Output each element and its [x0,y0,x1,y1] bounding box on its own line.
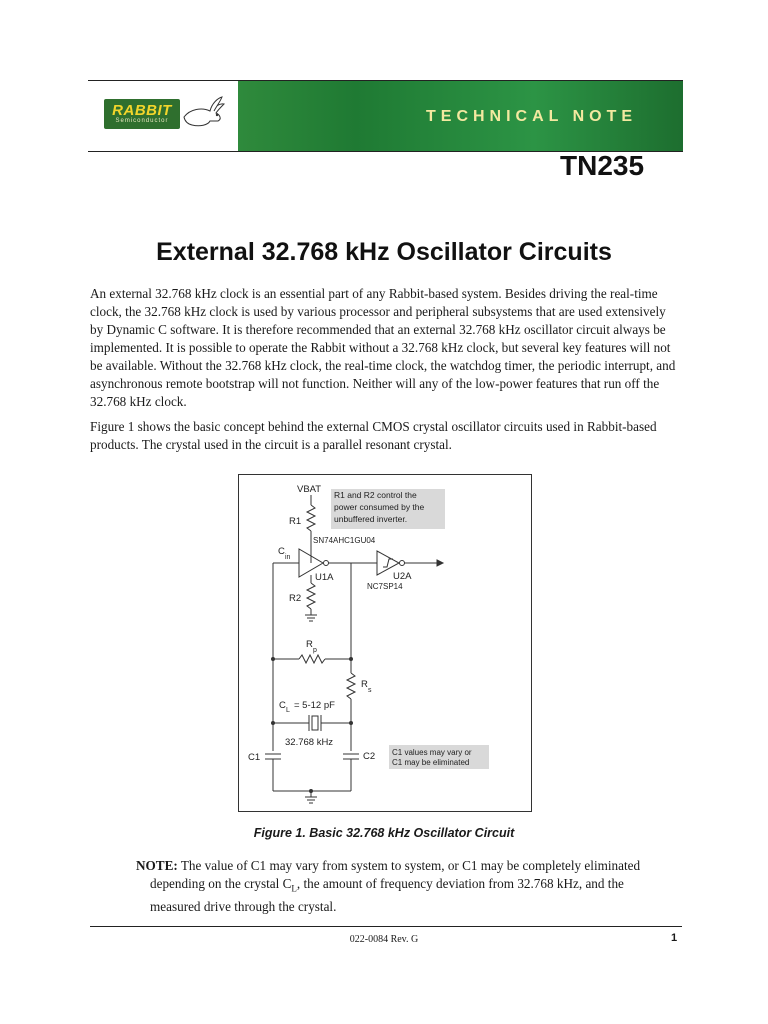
intro-paragraph: An external 32.768 kHz clock is an essential part of any Rabbit-based system. Besides driving the real-time clock, the 32.768 kHz clock is used by various processor and peripheral subsystems that are used extensively by Dynamic C software. It is therefore recommended that an external 32.768 kHz oscillator circuit always be implemented. It is possible to operate the Rabbit without a 32.768 kHz clock, but several key features will not be available. Without the 32.768 kHz clock, the real-time clock, the watchdog timer, the periodic interrupt, and asynchronous remote bootstrap will not function. Neither will any of the low-power features that run off the 32.768 kHz clock. [90,286,676,409]
vbat-label: VBAT [297,484,322,495]
figure-caption: Figure 1. Basic 32.768 kHz Oscillator Circuit [253,826,515,840]
r1-label: R1 [289,516,302,527]
crystal-label: 32.768 kHz [285,737,334,748]
logo-text: RABBIT [112,102,172,119]
banner-title: TECHNICAL NOTE [426,108,638,125]
r1r2-note-line3: unbuffered inverter. [334,514,408,524]
c1-note-line2: C1 may be eliminated [392,758,470,767]
u2-part-label: NC7SP14 [367,582,403,591]
rp-label: R [306,639,313,650]
cin-label: C [278,546,285,557]
r1r2-note-line2: power consumed by the [334,502,425,512]
u1a-label: U1A [315,572,334,583]
rs-subscript: s [368,687,372,694]
note-line2a: depending on the crystal C [150,876,292,891]
logo-subtext: Semiconductor [115,118,169,124]
c1-label: C1 [248,752,261,763]
oscillator-circuit-figure [238,474,532,812]
crystal-component [312,716,318,730]
u2a-label: U2A [393,571,412,582]
note-line3: measured drive through the crystal. [150,898,337,914]
r2-label: R2 [289,593,302,604]
rp-subscript: p [313,647,317,654]
rp-resistor [299,655,325,663]
footer-divider [90,926,682,927]
cl-subscript: L [286,707,290,714]
rabbit-mascot-icon [180,95,228,131]
r1-resistor [307,505,315,531]
circuit-schematic [239,475,531,811]
header-banner [88,80,683,152]
rs-resistor [347,673,355,699]
page-title: External 32.768 kHz Oscillator Circuits [156,238,612,266]
figure-intro-paragraph: Figure 1 shows the basic concept behind the external CMOS crystal oscillator circuits used in Rabbit-based products. The crystal used in the circuit is a parallel resonant crystal. [90,419,657,452]
c1-note-line1: C1 values may vary or [392,748,472,757]
r2-resistor [307,583,315,609]
document-id: 022-0084 Rev. G [349,934,419,945]
note-label: NOTE: [136,858,178,873]
rabbit-logo [104,99,180,129]
r1r2-note-line1: R1 and R2 control the [334,490,417,500]
cin-subscript: in [285,554,291,561]
note-block [136,857,682,916]
cl-label: C [279,700,286,711]
u1-part-label: SN74AHC1GU04 [313,536,376,545]
page-number: 1 [671,932,678,944]
note-line2b: , the amount of frequency deviation from 32.768 kHz, and the [296,876,624,891]
c2-label: C2 [363,751,376,762]
note-line2-subscript: L [291,883,297,894]
rs-label: R [361,679,368,690]
note-line1: The value of C1 may vary from system to system, or C1 may be completely eliminated [180,858,641,873]
cl-value: = 5-12 pF [294,700,335,711]
tech-note-number: TN235 [560,150,645,181]
